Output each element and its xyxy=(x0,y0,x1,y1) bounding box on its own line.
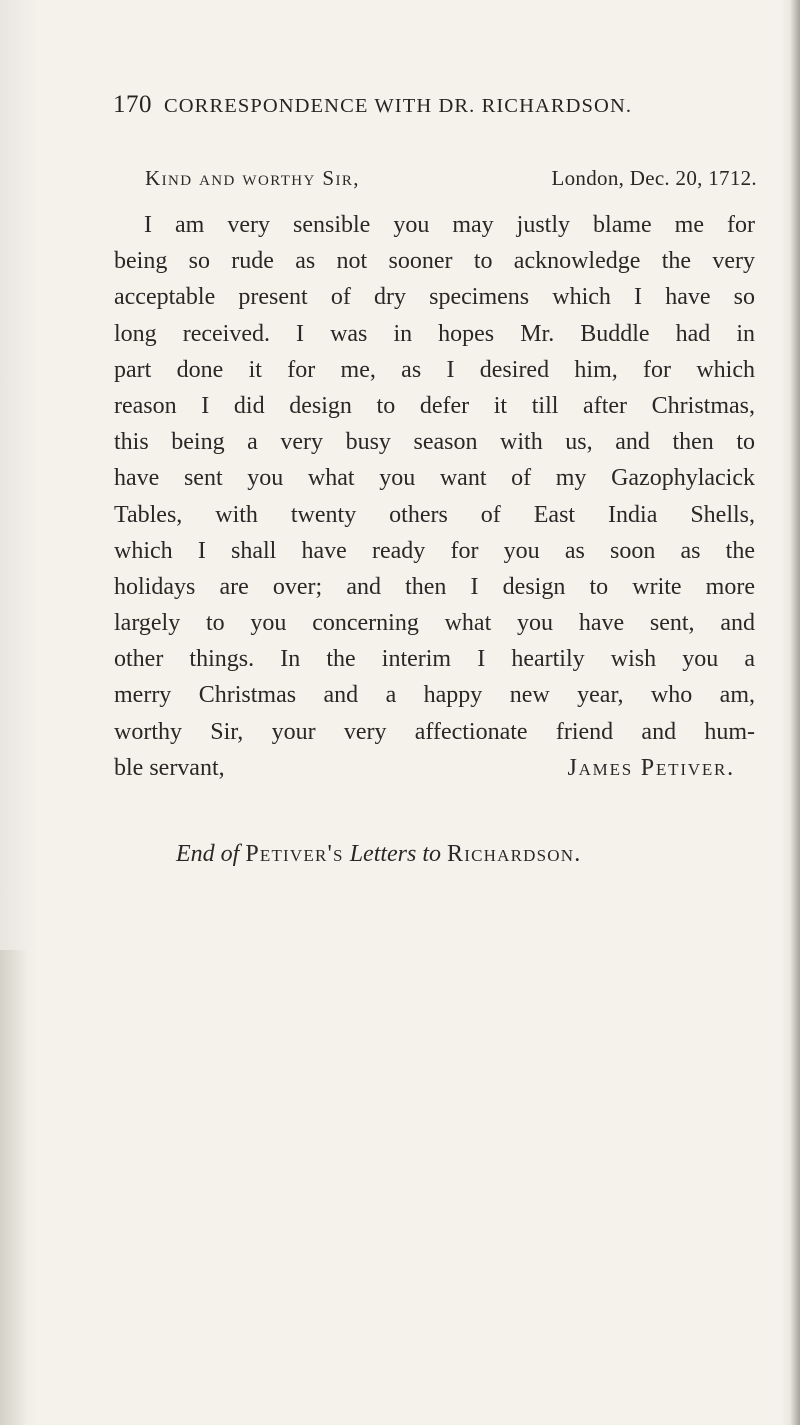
end-note xyxy=(176,841,746,868)
text-line: reason I did design to defer it till after Christmas, xyxy=(114,392,755,419)
letter-body xyxy=(114,207,755,786)
signature: James Petiver. xyxy=(567,754,735,781)
running-head-title: CORRESPONDENCE WITH DR. RICHARDSON. xyxy=(164,95,633,117)
text-line: other things. In the interim I heartily wish you a xyxy=(114,646,755,673)
end-note-part: End of xyxy=(176,841,240,867)
closing-text: ble servant, xyxy=(114,754,225,781)
text-line: merry Christmas and a happy new year, who am, xyxy=(114,682,755,709)
text-line: largely to you concerning what you have sent, and xyxy=(114,610,755,637)
text-line: holidays are over; and then I design to write more xyxy=(114,573,755,600)
dateline: London, Dec. 20, 1712. xyxy=(551,166,757,190)
text-line: this being a very busy season with us, and then to xyxy=(114,429,755,456)
page-shadow-left xyxy=(0,950,28,1425)
end-note-part: Letters to xyxy=(349,841,442,867)
salutation: Kind and worthy Sir, xyxy=(145,166,360,190)
text-line: part done it for me, as I desired him, for which xyxy=(114,356,755,383)
text-line: I am very sensible you may justly blame me for xyxy=(144,212,755,238)
text-line: acceptable present of dry specimens which I have so xyxy=(114,284,755,311)
text-line: which I shall have ready for you as soon as the xyxy=(114,537,755,564)
text-line: worthy Sir, your very affectionate friend and hum- xyxy=(114,718,755,745)
page-number: 170 xyxy=(113,91,152,118)
text-line: Tables, with twenty others of East India Shells, xyxy=(114,501,755,528)
text-line: long received. I was in hopes Mr. Buddle had in xyxy=(114,320,755,347)
running-head xyxy=(113,91,753,119)
page-shadow-right xyxy=(790,0,800,1425)
text-line: being so rude as not sooner to acknowledge the very xyxy=(114,248,755,275)
end-note-part: Petiver's xyxy=(245,841,344,867)
end-note-part: Richardson. xyxy=(447,841,582,867)
closing-line xyxy=(114,750,755,786)
text-line: have sent you what you want of my Gazophylacick xyxy=(114,465,755,492)
